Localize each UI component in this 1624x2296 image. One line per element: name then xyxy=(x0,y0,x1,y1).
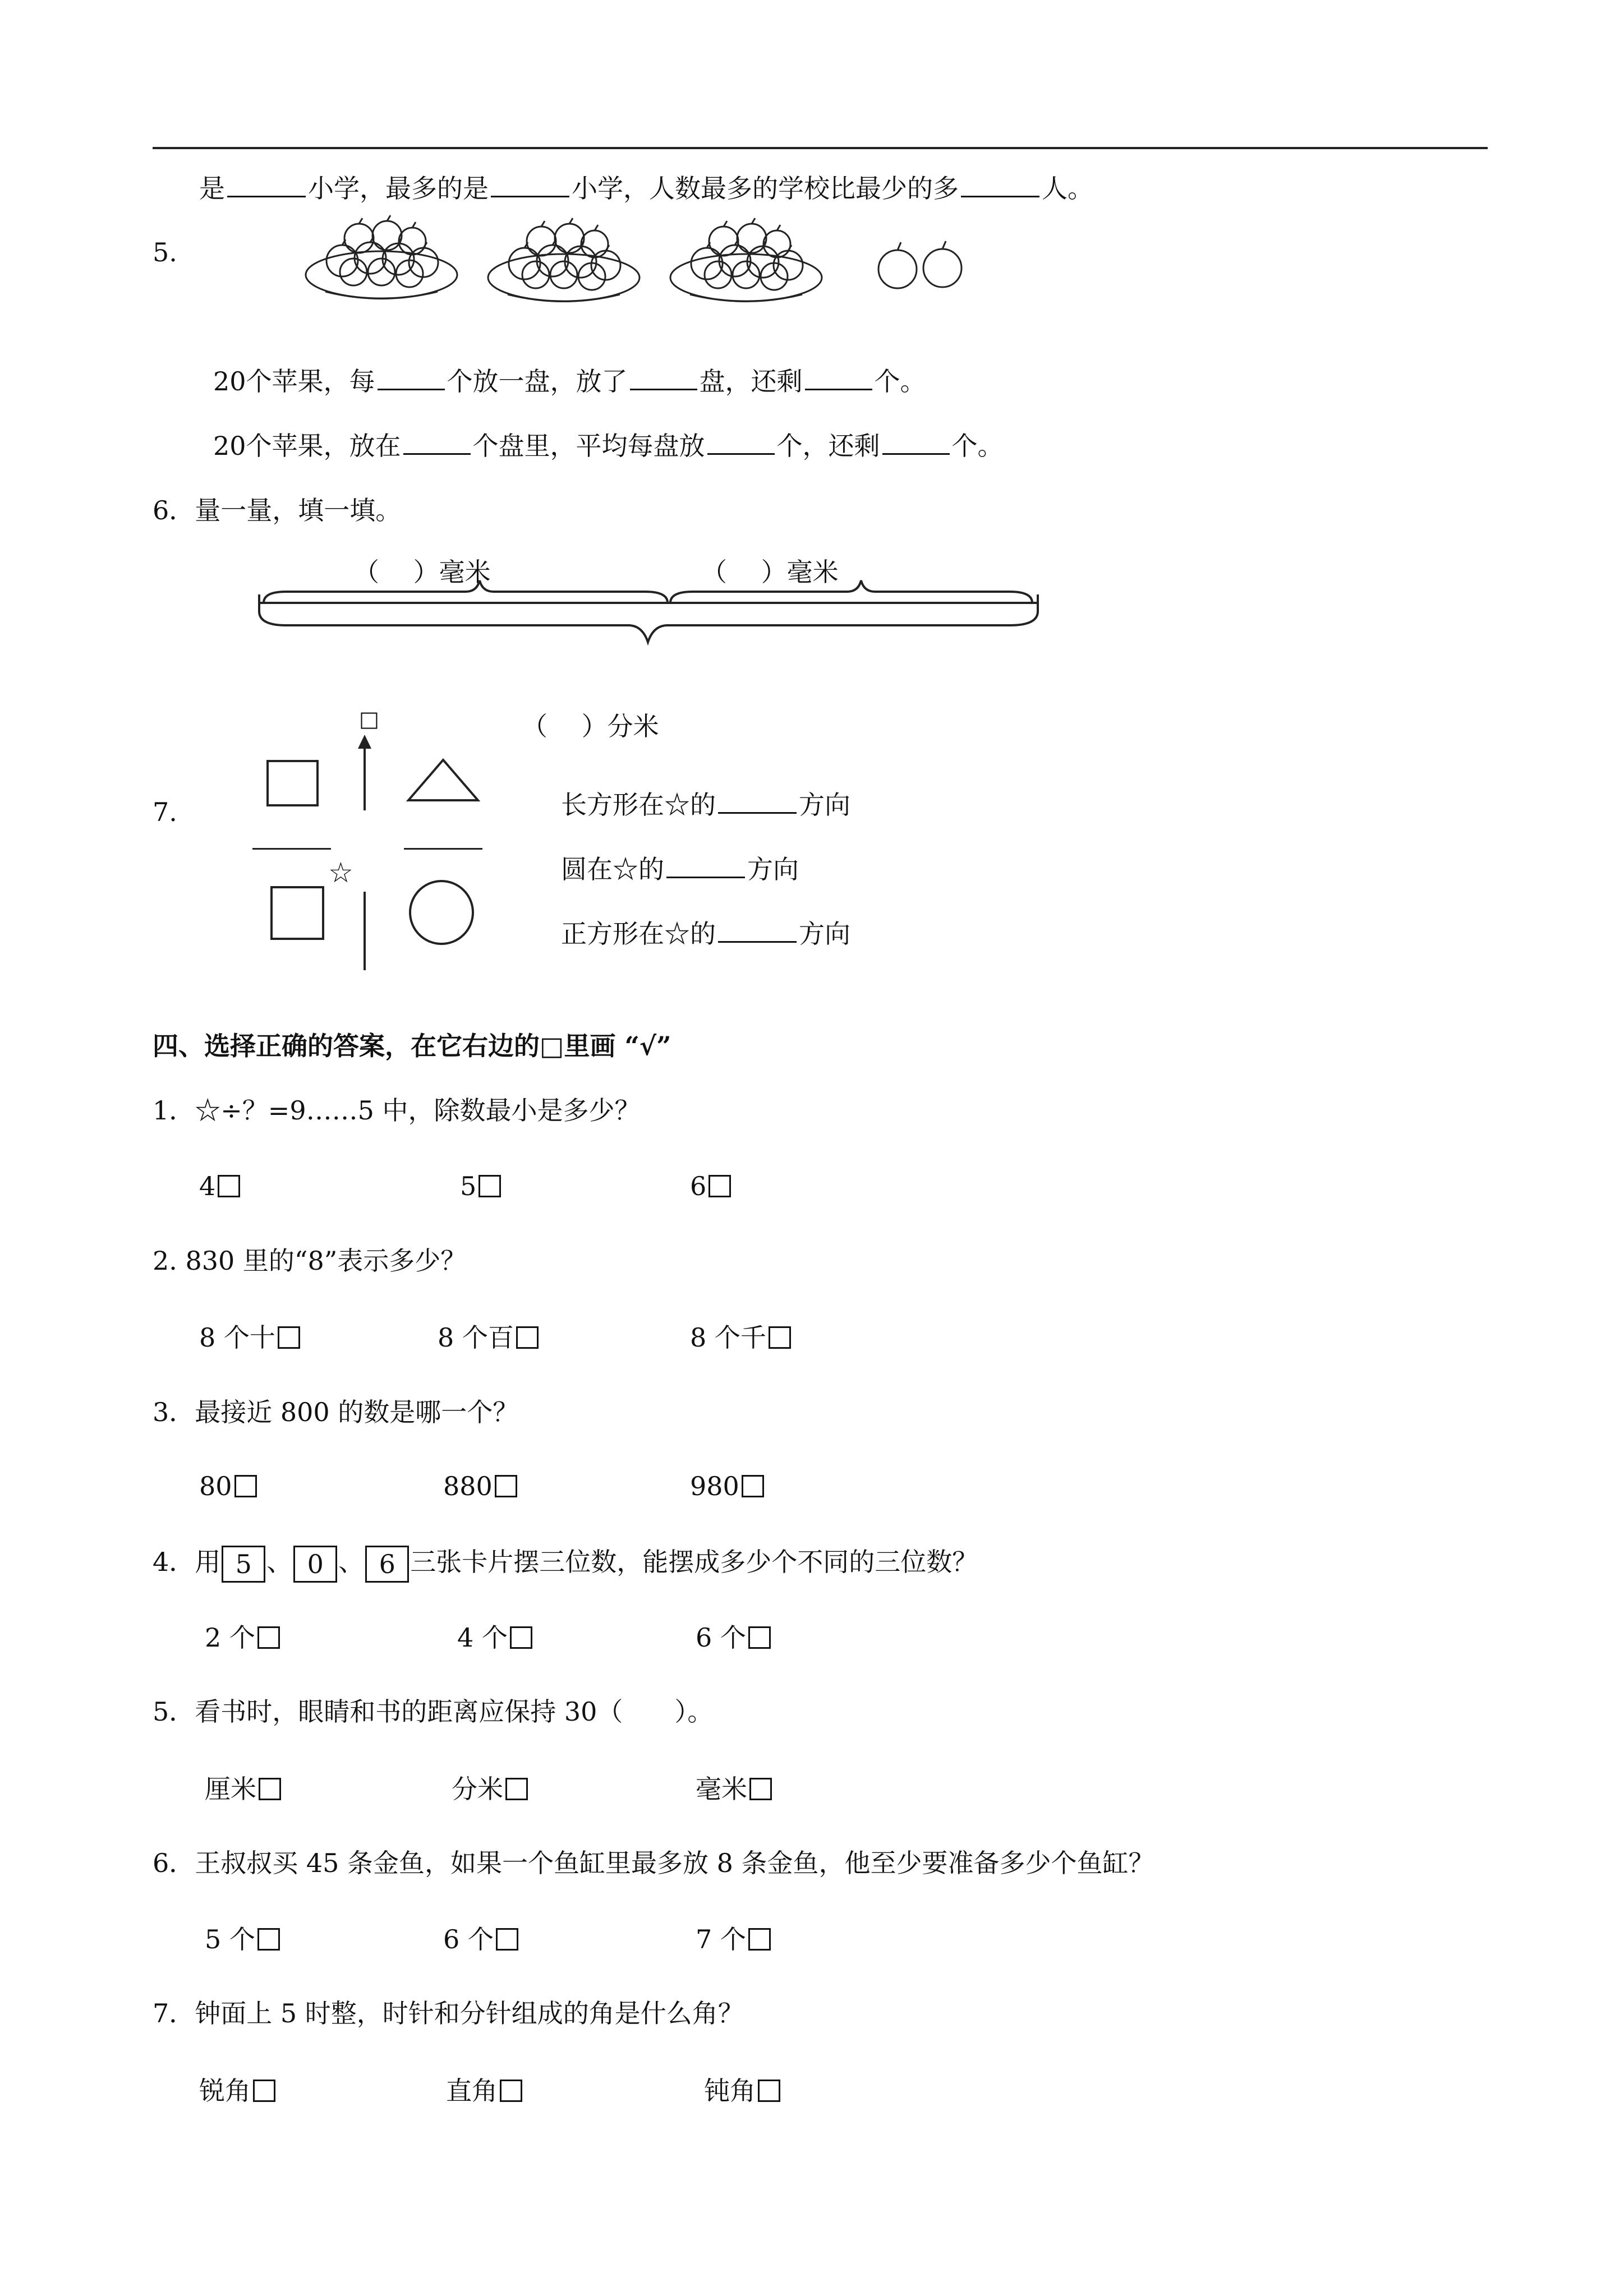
s4-q1-option-a[interactable]: 4 xyxy=(199,1169,240,1203)
q5-line-2: 20个苹果，放在 个盘里，平均每盘放 个，还剩 个。 xyxy=(213,431,1004,461)
answer-checkbox[interactable] xyxy=(505,1778,528,1800)
number-card: 0 xyxy=(293,1546,337,1583)
s4-q2-option-c[interactable]: 8 个千 xyxy=(690,1321,791,1354)
answer-blank[interactable] xyxy=(491,173,569,197)
rectangle-shape xyxy=(266,760,319,806)
answer-checkbox[interactable] xyxy=(749,1778,772,1800)
s4-question-5: 5．看书时，眼睛和书的距离应保持 30（ ）。 xyxy=(153,1696,714,1727)
s4-question-6: 6．王叔叔买 45 条金鱼，如果一个鱼缸里最多放 8 条金鱼，他至少要准备多少个鱼缸？ xyxy=(153,1848,1154,1878)
q6-title: 6．量一量，填一填。 xyxy=(153,495,402,525)
q7-line-1: 长方形在☆的 方向 xyxy=(561,790,850,820)
answer-blank[interactable] xyxy=(882,431,950,455)
s4-q7-option-b[interactable]: 直角 xyxy=(446,2074,522,2108)
answer-checkbox[interactable] xyxy=(516,1326,539,1349)
answer-checkbox[interactable] xyxy=(748,1928,771,1951)
answer-checkbox[interactable] xyxy=(709,1175,731,1197)
star-icon: ☆ xyxy=(328,856,353,889)
answer-blank[interactable] xyxy=(630,366,697,390)
s4-q1-option-c[interactable]: 6 xyxy=(690,1169,731,1203)
answer-checkbox[interactable] xyxy=(257,1928,280,1951)
s4-q3-option-a[interactable]: 80 xyxy=(199,1469,257,1503)
square-shape xyxy=(270,886,324,940)
s4-q7-option-a[interactable]: 锐角 xyxy=(199,2074,275,2108)
north-mark: □ xyxy=(359,707,379,731)
answer-checkbox[interactable] xyxy=(253,2080,275,2102)
s4-question-7: 7．钟面上 5 时整，时针和分针组成的角是什么角？ xyxy=(153,1998,744,2028)
number-card: 5 xyxy=(222,1546,265,1583)
s4-question-1: 1．☆÷？=9……5 中，除数最小是多少？ xyxy=(153,1095,641,1126)
s4-q2-option-b[interactable]: 8 个百 xyxy=(438,1321,539,1354)
s4-q2-option-a[interactable]: 8 个十 xyxy=(199,1321,300,1354)
s4-q7-option-c[interactable]: 钝角 xyxy=(704,2074,780,2108)
answer-checkbox[interactable] xyxy=(742,1475,764,1497)
answer-blank[interactable] xyxy=(666,854,745,878)
west-axis-line xyxy=(252,848,331,850)
answer-blank[interactable] xyxy=(718,790,797,814)
q6-label-left: （ ）毫米 xyxy=(353,557,491,587)
answer-checkbox[interactable] xyxy=(510,1626,532,1649)
answer-blank[interactable] xyxy=(707,431,775,455)
answer-checkbox[interactable] xyxy=(218,1175,240,1197)
answer-blank[interactable] xyxy=(805,366,872,390)
answer-blank[interactable] xyxy=(227,173,306,197)
answer-blank[interactable] xyxy=(403,431,471,455)
answer-checkbox[interactable] xyxy=(769,1326,791,1349)
section-4-title: 四、选择正确的答案，在它右边的□里画 “√” xyxy=(153,1031,671,1061)
answer-checkbox[interactable] xyxy=(479,1175,501,1197)
q6-label-right: （ ）毫米 xyxy=(701,557,839,587)
s4-question-4: 4．用 5 、 0 、 6 三张卡片摆三位数，能摆成多少个不同的三位数？ xyxy=(153,1545,978,1583)
s4-q6-option-a[interactable]: 5 个 xyxy=(205,1922,280,1956)
s4-q1-option-b[interactable]: 5 xyxy=(460,1169,501,1203)
number-card: 6 xyxy=(365,1546,409,1583)
answer-checkbox[interactable] xyxy=(234,1475,257,1497)
q6-label-total: （ ）分米 xyxy=(522,711,659,741)
answer-blank[interactable] xyxy=(961,173,1039,197)
answer-checkbox[interactable] xyxy=(495,1475,517,1497)
s4-question-2: 2. 830 里的“8”表示多少？ xyxy=(153,1246,467,1276)
s4-q6-option-c[interactable]: 7 个 xyxy=(696,1922,771,1956)
answer-checkbox[interactable] xyxy=(259,1778,281,1800)
s4-q4-option-b[interactable]: 4 个 xyxy=(457,1621,532,1654)
plate-of-apples-icon xyxy=(488,218,640,302)
s4-q4-option-c[interactable]: 6 个 xyxy=(696,1621,771,1654)
answer-blank[interactable] xyxy=(718,919,797,943)
answer-blank[interactable] xyxy=(378,366,445,390)
q7-line-2: 圆在☆的 方向 xyxy=(561,854,799,884)
q7-line-3: 正方形在☆的 方向 xyxy=(561,919,850,949)
plate-of-apples-icon xyxy=(670,218,822,302)
apple-icon xyxy=(878,241,961,288)
s4-q3-option-b[interactable]: 880 xyxy=(443,1469,517,1503)
s4-q6-option-b[interactable]: 6 个 xyxy=(443,1922,518,1956)
answer-checkbox[interactable] xyxy=(496,1928,518,1951)
q7-number: 7. xyxy=(153,797,177,827)
s4-q5-option-b[interactable]: 分米 xyxy=(452,1772,528,1806)
q5-line-1: 20个苹果，每 个放一盘，放了 盘，还剩 个。 xyxy=(213,366,926,397)
measurement-braces-diagram xyxy=(252,578,1049,651)
s4-q3-option-c[interactable]: 980 xyxy=(690,1469,764,1503)
s4-q4-option-a[interactable]: 2 个 xyxy=(205,1621,280,1654)
q5-number: 5. xyxy=(153,237,177,268)
q4-continuation-line: 是 小学，最多的是 小学，人数最多的学校比最少的多 人。 xyxy=(199,173,1093,204)
plate-of-apples-icon xyxy=(306,215,457,299)
circle-shape xyxy=(407,878,477,948)
s4-q5-option-a[interactable]: 厘米 xyxy=(205,1772,281,1806)
answer-checkbox[interactable] xyxy=(278,1326,300,1349)
south-axis-line xyxy=(364,892,366,970)
answer-checkbox[interactable] xyxy=(500,2080,522,2102)
s4-question-3: 3．最接近 800 的数是哪一个？ xyxy=(153,1397,519,1427)
s4-q5-option-c[interactable]: 毫米 xyxy=(696,1772,772,1806)
triangle-shape xyxy=(404,754,482,805)
apple-plates-illustration xyxy=(303,208,993,320)
north-arrow-icon xyxy=(348,732,381,810)
answer-checkbox[interactable] xyxy=(758,2080,780,2102)
answer-checkbox[interactable] xyxy=(257,1626,280,1649)
answer-checkbox[interactable] xyxy=(748,1626,771,1649)
east-axis-line xyxy=(404,848,482,850)
header-rule xyxy=(153,147,1488,149)
